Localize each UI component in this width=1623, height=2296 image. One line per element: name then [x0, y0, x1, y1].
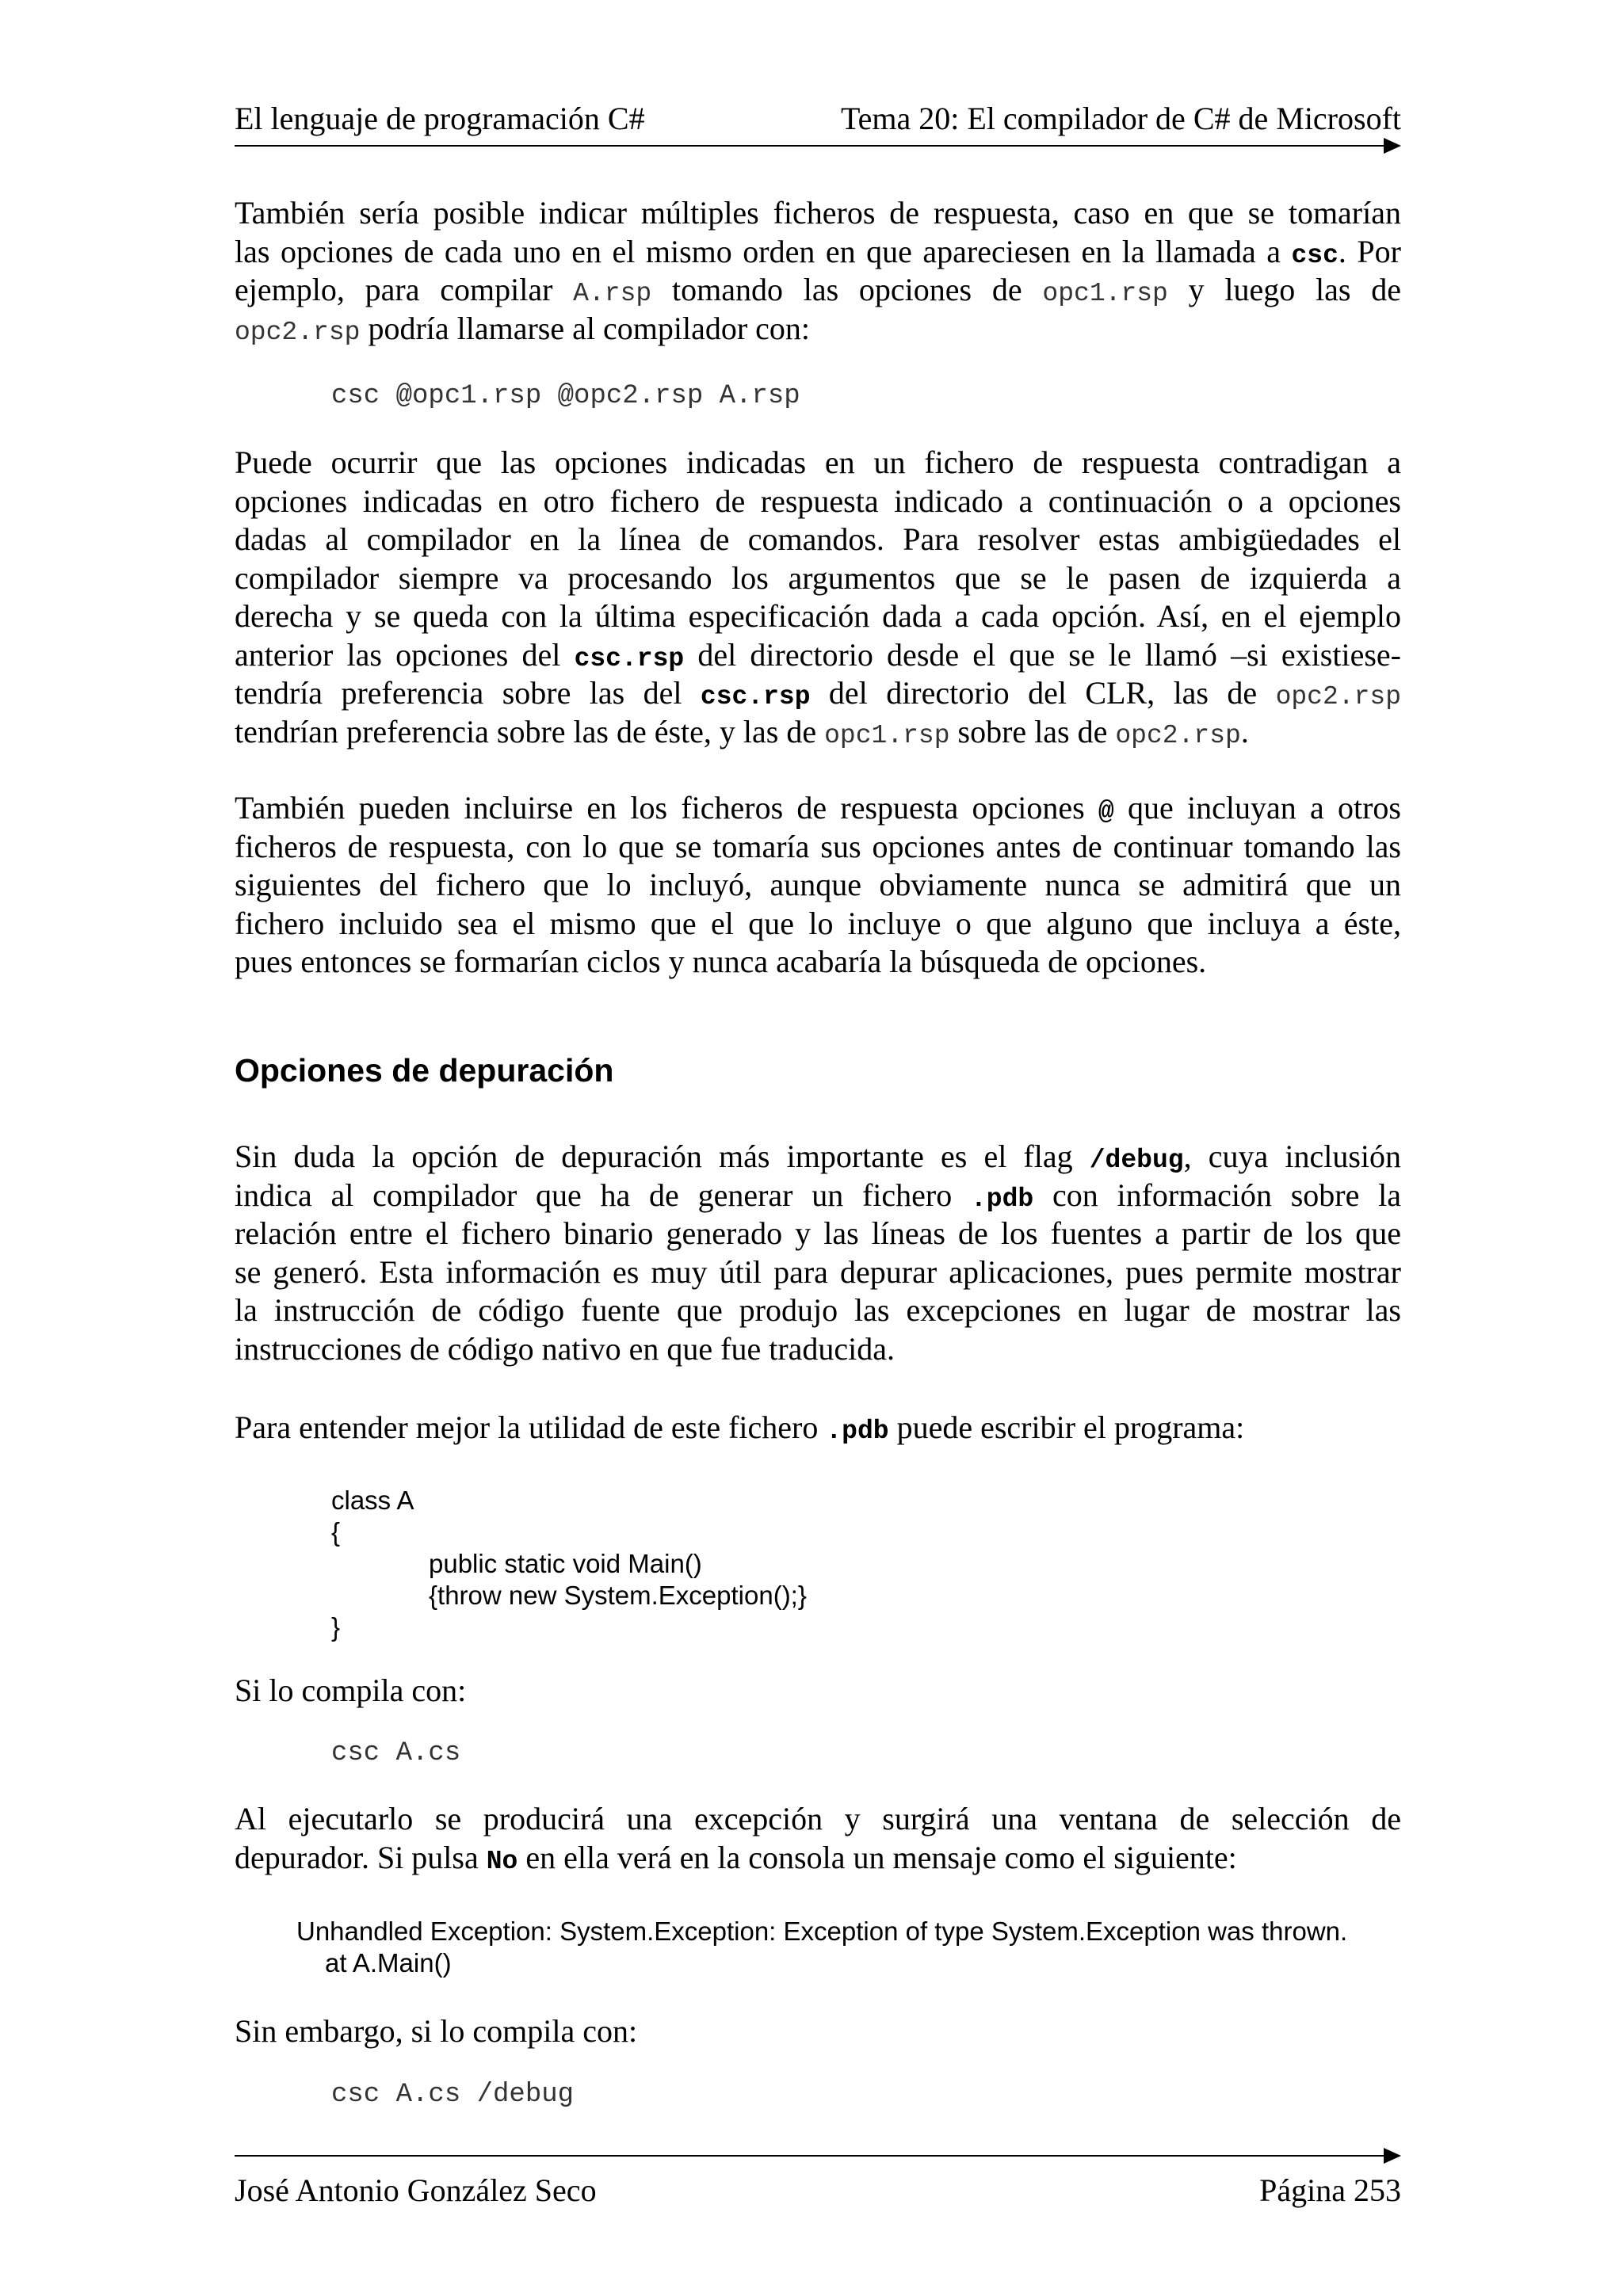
code-line: public static void Main() [429, 1549, 702, 1578]
text-line: Para entender mejor la utilidad de este fichero .pdb puede escribir el programa: [235, 1409, 1245, 1446]
text-line: opc2.rsp podría llamarse al compilador con: [235, 310, 811, 347]
header-book-title: El lenguaje de programación C# [235, 101, 645, 136]
text-line: fichero incluido sea el mismo que el que lo incluye o que alguno que incluya a éste, [235, 905, 1401, 941]
text-line: Si lo compila con: [235, 1672, 467, 1708]
text-line: la instrucción de código fuente que produjo las excepciones en lugar de mostrar las [235, 1292, 1401, 1328]
text-line: derecha y se queda con la última especificación dada a cada opción. Así, en el ejemplo [235, 598, 1401, 634]
text-line: tendrían preferencia sobre las de éste, y las de opc1.rsp sobre las de opc2.rsp. [235, 713, 1249, 750]
inline-code: .pdb [971, 1184, 1034, 1214]
header-rule [235, 145, 1388, 147]
paragraph-debug-flag [235, 1138, 1401, 1368]
code-line: } [331, 1612, 341, 1642]
paragraph-nested-response-files [235, 789, 1401, 982]
text-line: tendría preferencia sobre las del csc.rsp del directorio del CLR, las de opc2.rsp [235, 675, 1402, 711]
text-line: las opciones de cada uno en el mismo orden en que apareciesen en la llamada a csc. Por [235, 233, 1401, 270]
section-heading: Opciones de depuración [235, 1052, 614, 1089]
inline-code: A.rsp [573, 279, 652, 308]
footer-rule [235, 2155, 1388, 2157]
inline-code: @ [1098, 797, 1114, 826]
code-line: { [331, 1517, 341, 1547]
inline-code: opc2.rsp [1275, 682, 1402, 711]
inline-code: csc.rsp [700, 682, 811, 711]
paragraph-run-exception [235, 1800, 1401, 1877]
page-header [235, 99, 1401, 139]
code-example-compile: csc A.cs [331, 1738, 461, 1768]
paragraph-compile-debug [235, 2012, 1401, 2051]
text-line: pues entonces se formarían ciclos y nunca acabaría la búsqueda de opciones. [235, 944, 1207, 979]
code-example-compile-debug: csc A.cs /debug [331, 2080, 575, 2110]
output-line: at A.Main() [325, 1948, 452, 1978]
output-line: Unhandled Exception: System.Exception: Exception of type System.Exception was thrown. [296, 1917, 1348, 1946]
inline-code: /debug [1089, 1146, 1184, 1175]
header-arrow-icon [1384, 138, 1401, 154]
text-line: dadas al compilador en la línea de comandos. Para resolver estas ambigüedades el [235, 521, 1401, 557]
inline-code: .pdb [826, 1417, 889, 1446]
text-line: También sería posible indicar múltiples ficheros de respuesta, caso en que se tomarían [235, 195, 1401, 231]
text-line: instrucciones de código nativo en que fue traducida. [235, 1330, 896, 1367]
text-line: indica al compilador que ha de generar un fichero .pdb con información sobre la [235, 1177, 1401, 1214]
inline-code: csc.rsp [574, 643, 685, 673]
text-line: siguientes del fichero que lo incluyó, aunque obviamente nunca se admitirá que un [235, 867, 1401, 902]
text-line: se generó. Esta información es muy útil para depurar aplicaciones, pues permite mostrar [235, 1253, 1401, 1290]
text-line: Puede ocurrir que las opciones indicadas en un fichero de respuesta contradigan a [235, 444, 1401, 480]
text-line: Al ejecutarlo se producirá una excepción y surgirá una ventana de selección de [235, 1801, 1401, 1836]
inline-code: opc1.rsp [824, 720, 950, 750]
paragraph-compile-with [235, 1672, 1401, 1711]
text-line: relación entre el fichero binario generado y las líneas de los fuentes a partir de los que [235, 1215, 1401, 1251]
text-line: ficheros de respuesta, con lo que se tomaría sus opciones antes de continuar tomando las [235, 828, 1401, 864]
inline-code: No [486, 1846, 518, 1876]
footer-arrow-icon [1384, 2148, 1401, 2164]
paragraph-multiple-response-files [235, 194, 1401, 348]
inline-code: opc2.rsp [235, 317, 361, 347]
text-line: Sin embargo, si lo compila con: [235, 2013, 638, 2049]
text-line: Sin duda la opción de depuración más importante es el flag /debug, cuya inclusión [235, 1138, 1401, 1175]
header-chapter-title: Tema 20: El compilador de C# de Microsoft [840, 101, 1401, 136]
text-line: opciones indicadas en otro fichero de respuesta indicado a continuación o a opciones [235, 482, 1401, 519]
inline-code: opc2.rsp [1115, 720, 1241, 750]
inline-code: csc [1291, 240, 1338, 270]
code-example-multiple-rsp: csc @opc1.rsp @opc2.rsp A.rsp [331, 381, 800, 411]
code-line: class A [331, 1486, 414, 1515]
text-line: depurador. Si pulsa No en ella verá en la consola un mensaje como el siguiente: [235, 1839, 1237, 1876]
text-line: anterior las opciones del csc.rsp del directorio desde el que se le llamó –si existiese- [235, 636, 1401, 673]
paragraph-option-precedence [235, 444, 1401, 751]
footer-page-number: Página 253 [1259, 2172, 1401, 2208]
text-line: ejemplo, para compilar A.rsp tomando las opciones de opc1.rsp y luego las de [235, 272, 1402, 308]
code-line: {throw new System.Exception();} [429, 1581, 807, 1610]
text-line: compilador siempre va procesando los argumentos que se le pasen de izquierda a [235, 559, 1401, 596]
footer-author: José Antonio González Seco [235, 2172, 597, 2208]
page-footer [235, 2171, 1401, 2210]
text-line: También pueden incluirse en los ficheros de respuesta opciones @ que incluyan a otros [235, 790, 1401, 826]
paragraph-pdb-utility [235, 1409, 1401, 1447]
inline-code: opc1.rsp [1042, 279, 1168, 308]
